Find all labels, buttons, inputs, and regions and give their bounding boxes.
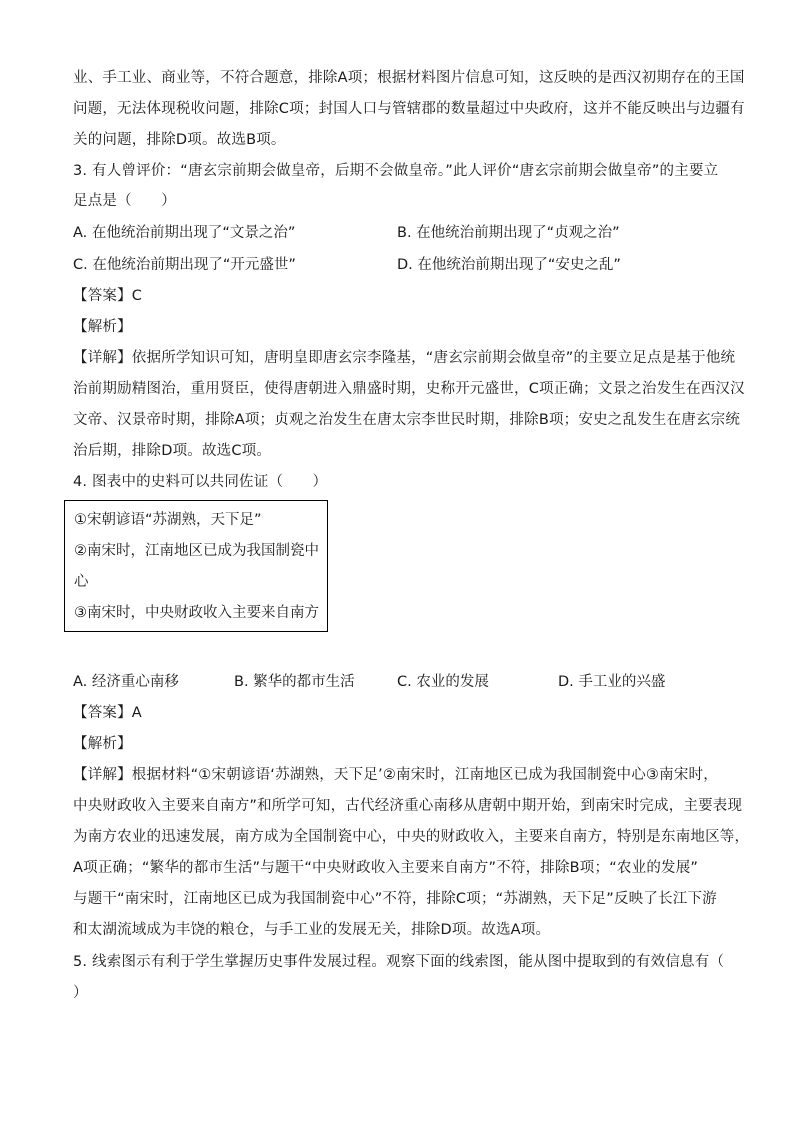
q3-option-a: A. 在他统治前期出现了“文景之治” [73, 225, 296, 241]
q3-detail-line-4: 治后期，排除D项。故选C项。 [73, 443, 272, 459]
q3-detail-line-2: 治前期励精图治，重用贤臣，使得唐朝进入鼎盛时期，史称开元盛世，C项正确；文景之治发生在西汉汉 [73, 381, 745, 397]
q4-answer: 【答案】A [73, 705, 142, 721]
q4-analysis-heading: 【解析】 [73, 736, 132, 752]
intro-line-2: 问题，无法体现税收问题，排除C项；封国人口与管辖郡的数量超过中央政府，这并不能反映出与边疆有 [73, 101, 745, 117]
q4-option-d: D. 手工业的兴盛 [558, 674, 666, 690]
q3-detail-line-1: 【详解】依据所学知识可知，唐明皇即唐玄宗李隆基，“唐玄宗前期会做皇帝”的主要立足点是基于他统 [73, 350, 736, 366]
q4-option-c: C. 农业的发展 [397, 674, 489, 690]
q4-detail-line-1: 【详解】根据材料“①宋朝谚语‘苏湖熟，天下足’②南宋时，江南地区已成为我国制瓷中心③南宋时， [73, 767, 718, 783]
q4-detail-line-4: A项正确；“繁华的都市生活”与题干“中央财政收入主要来自南方”不符，排除B项；“农业的发展” [73, 860, 699, 876]
q4-detail-line-5: 与题干“南宋时，江南地区已成为我国制瓷中心”不符，排除C项；“苏湖熟，天下足”反映了长江下游 [73, 891, 717, 907]
q5-stem-line-2: ） [73, 985, 88, 1001]
q3-stem-line-1: 3. 有人曾评价：“唐玄宗前期会做皇帝，后期不会做皇帝。”此人评价“唐玄宗前期会做皇帝”的主要立 [73, 163, 719, 179]
intro-line-1: 业、手工业、商业等，不符合题意，排除A项；根据材料图片信息可知，这反映的是西汉初期存在的王国 [73, 70, 745, 86]
q4-source-box [64, 500, 328, 632]
q4-source-line-3: 心 [74, 574, 89, 590]
q4-detail-line-6: 和太湖流域成为丰饶的粮仓，与手工业的发展无关，排除D项。故选A项。 [73, 922, 551, 938]
q3-option-b: B. 在他统治前期出现了“贞观之治” [397, 225, 620, 241]
q3-stem-line-2: 足点是（ ） [73, 193, 176, 209]
q4-detail-line-3: 为南方农业的迅速发展，南方成为全国制瓷中心，中央的财政收入，主要来自南方，特别是东南地区等， [73, 829, 750, 845]
q4-option-b: B. 繁华的都市生活 [234, 674, 355, 690]
q3-detail-line-3: 文帝、汉景帝时期，排除A项；贞观之治发生在唐太宗李世民时期，排除B项；安史之乱发生在唐玄宗统 [73, 412, 741, 428]
intro-line-3: 关的问题，排除D项。故选B项。 [73, 132, 286, 148]
q3-answer: 【答案】C [73, 288, 143, 304]
q4-stem: 4. 图表中的史料可以共同佐证（ ） [73, 474, 328, 490]
q4-option-a: A. 经济重心南移 [73, 674, 179, 690]
q4-source-line-2: ②南宋时，江南地区已成为我国制瓷中 [74, 543, 319, 559]
q3-option-c: C. 在他统治前期出现了“开元盛世” [73, 257, 296, 273]
q4-detail-line-2: 中央财政收入主要来自南方”和所学可知，古代经济重心南移从唐朝中期开始，到南宋时完成，主要表现 [73, 798, 743, 814]
q3-analysis-heading: 【解析】 [73, 319, 132, 335]
q4-source-line-4: ③南宋时，中央财政收入主要来自南方 [74, 605, 319, 621]
q4-source-line-1: ①宋朝谚语“苏湖熟，天下足” [74, 512, 262, 528]
q3-option-d: D. 在他统治前期出现了“安史之乱” [397, 257, 621, 273]
q5-stem-line-1: 5. 线索图示有利于学生掌握历史事件发展过程。观察下面的线索图，能从图中提取到的有效信息有（ [73, 954, 725, 970]
